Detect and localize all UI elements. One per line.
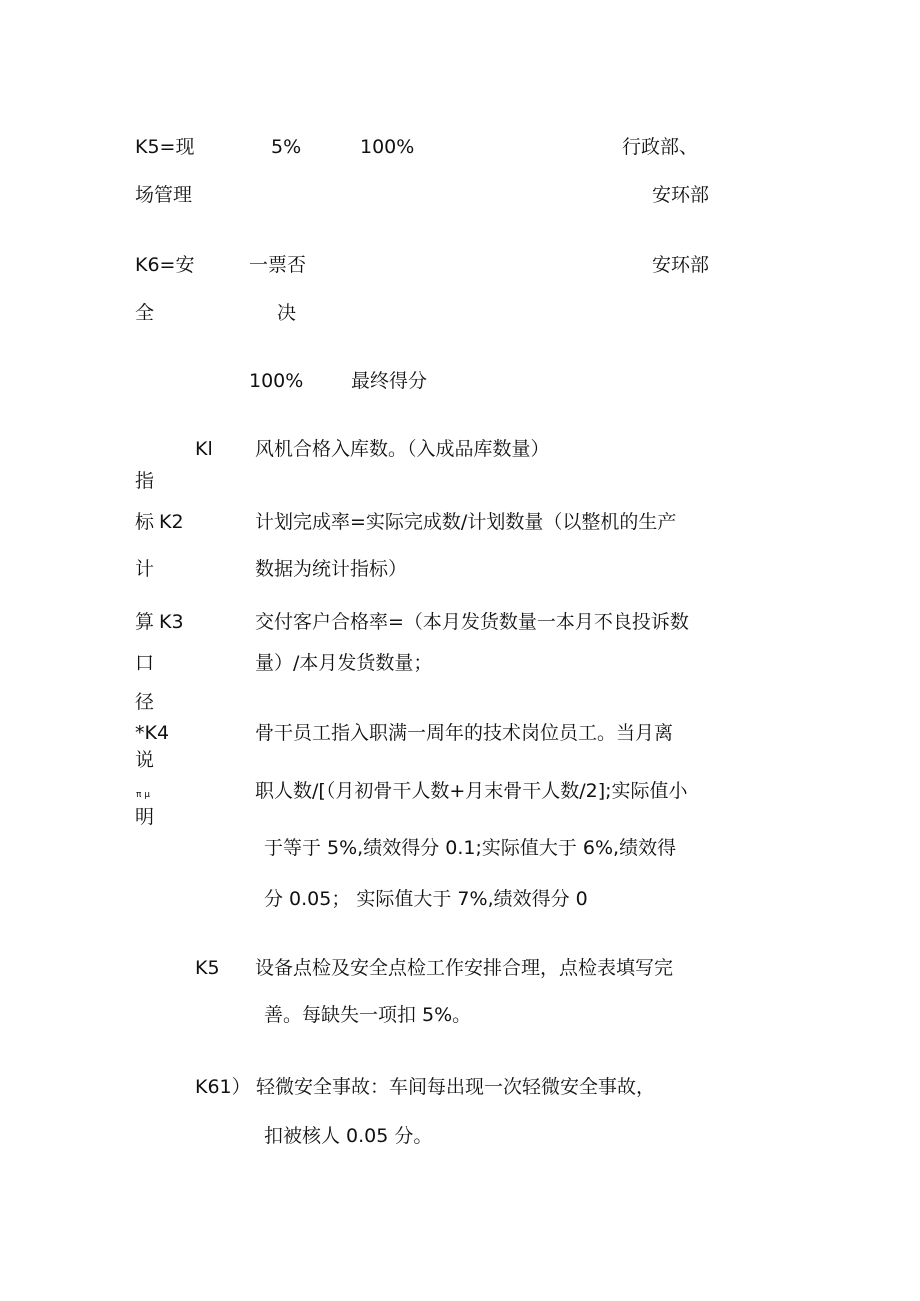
k5-label-line2: 场管理 — [135, 184, 193, 206]
k4-line2: 职人数/[（月初骨干人数+月末骨干人数/2];实际值小 — [255, 780, 688, 802]
k5-weight: 5% — [271, 136, 302, 158]
k5-dept-line1: 行政部、 — [622, 136, 699, 158]
side-heading-char-8: 明 — [135, 806, 155, 828]
k5-dept-line2: 安环部 — [652, 184, 710, 206]
k6-line2: 扣被核人 0.05 分。 — [264, 1125, 433, 1147]
side-heading-char-4: 算 — [135, 611, 155, 633]
k3-code: K3 — [159, 611, 184, 633]
k6-weight-line2: 决 — [277, 302, 297, 324]
k4-line3: 于等于 5%,绩效得分 0.1;实际值大于 6%,绩效得 — [264, 837, 677, 859]
k4-line1: 骨干员工指入职满一周年的技术岗位员工。当月离 — [255, 722, 674, 744]
k6-label-line1: K6=安 — [135, 254, 195, 276]
k6-code: K61） — [195, 1076, 251, 1098]
k2-line1: 计划完成率=实际完成数/计划数量（以整机的生产 — [255, 511, 677, 533]
k6-dept: 安环部 — [652, 254, 710, 276]
k3-line1: 交付客户合格率=（本月发货数量一本月不良投诉数 — [255, 611, 689, 633]
side-heading-char-6: 径 — [135, 691, 155, 713]
k5-code: K5 — [195, 957, 220, 979]
k4-code: *K4 — [135, 722, 170, 744]
k5-label-line1: K5=现 — [135, 136, 195, 158]
k2-line2: 数据为统计指标） — [255, 558, 408, 580]
k6-label-line2: 全 — [135, 302, 155, 324]
k5-target: 100% — [360, 136, 415, 158]
k1-text: 风机合格入库数。（入成品库数量） — [255, 438, 550, 460]
k1-code: Kl — [195, 438, 213, 460]
side-heading-char-3: 计 — [135, 558, 155, 580]
side-heading-small-mark: π μ — [136, 790, 151, 800]
k2-code: K2 — [159, 511, 184, 533]
side-heading-char-1: 指 — [135, 470, 155, 492]
side-heading-char-2: 标 — [135, 511, 155, 533]
side-heading-char-7: 说 — [135, 749, 155, 771]
k4-line4: 分 0.05； 实际值大于 7%,绩效得分 0 — [264, 888, 588, 910]
total-label: 最终得分 — [351, 370, 428, 392]
side-heading-char-5: 口 — [135, 652, 155, 674]
k5-line2: 善。每缺失一项扣 5%。 — [264, 1004, 472, 1026]
k6-line1: 轻微安全事故：车间每出现一次轻微安全事故， — [256, 1076, 656, 1098]
k3-line2: 量）/本月发货数量； — [255, 652, 433, 674]
k5-line1: 设备点检及安全点检工作安排合理，点检表填写完 — [255, 957, 674, 979]
total-weight: 100% — [249, 370, 304, 392]
k6-weight-line1: 一票否 — [249, 254, 307, 276]
